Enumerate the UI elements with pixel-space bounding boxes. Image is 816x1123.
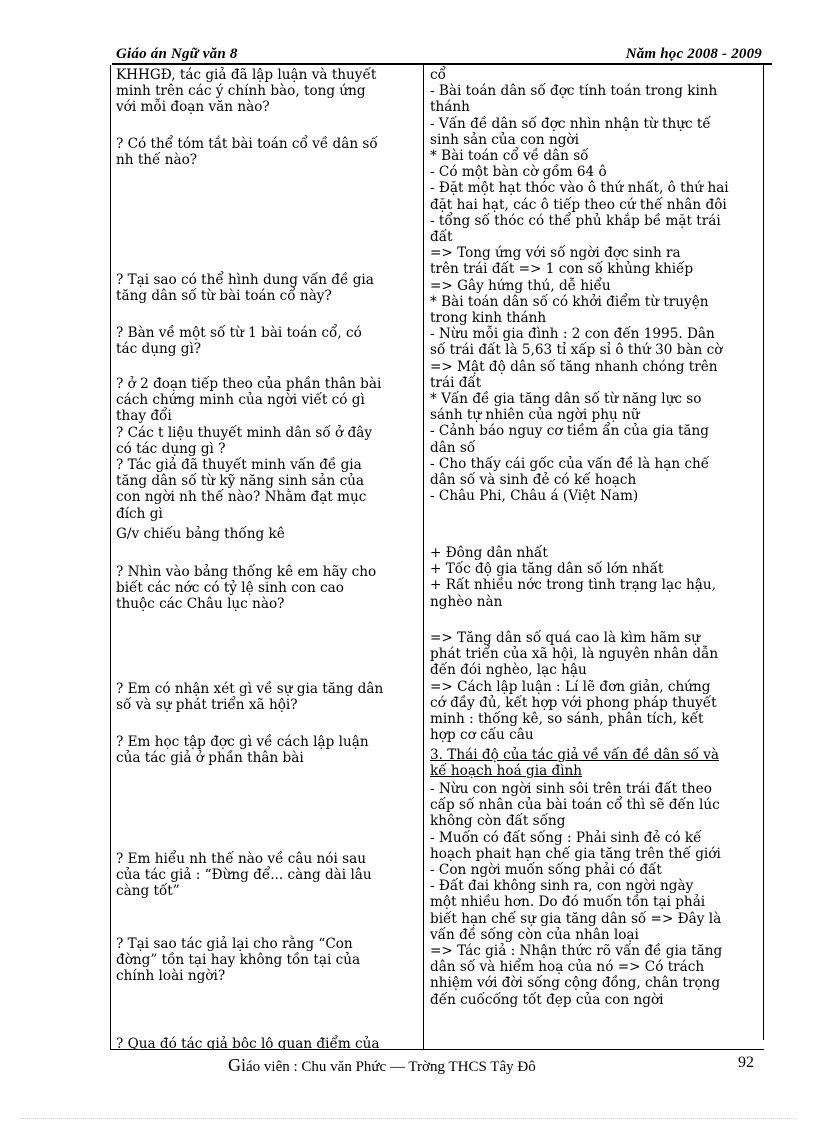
footer-initial: Gi bbox=[228, 1055, 246, 1075]
question-text: ? Tác giả đã thuyết minh vấn đề gia tăng dân số từ kỹ năng sinh sản của con ngời nh thế nào? Nhằm đạt mục đích gì bbox=[116, 457, 367, 522]
question-text: ? Qua đó tác giả bộc lộ quan điểm của bbox=[116, 1036, 380, 1050]
question-text: ? ở 2 đoạn tiếp theo của phần thân bài cách chứng minh của ngời viết có gì thay đổi bbox=[116, 376, 382, 425]
question-text: KHHGĐ, tác giả đã lập luận và thuyết minh trên các ý chính bào, tong ứng với mỗi đoạn văn nào? bbox=[116, 67, 377, 116]
question-text: ? Tại sao có thể hình dung vấn đề gia tăng dân số từ bài toán cổ này? bbox=[116, 272, 374, 305]
question-text: ? Bàn về một số từ 1 bài toán cổ, có tác dụng gì? bbox=[116, 325, 362, 358]
content-block: - Nừu con ngời sinh sôi trên trái đất theo cấp số nhân của bài toán cổ thì sẽ đến lúc không còn đất sống - Muốn có đất sống : Phải sinh đẻ có kế hoạch phait hạn chế gia tăng trên thế giới - Con ngời muốn sống phải có đất - Đất đai không sinh ra, con ngời ngày một nhiều hơn. Do đó muốn tồn tại phải biết hạn chế sự gia tăng dân số => Đây là vấn đề sống còn của nhân loại => Tác giả : Nhận thức rõ vấn đề gia tăng dân số và hiểm hoạ của nó => Có trách nhiệm với đời sống cộng đồng, chân trọng đến cuốcống tốt đẹp của con ngời bbox=[430, 781, 723, 1008]
page-number: 92 bbox=[738, 1054, 754, 1071]
content-block: cổ - Bài toán dân số đợc tính toán trong kinh thánh - Vấn đề dân số đợc nhìn nhận từ thực tế sinh sản của con ngời * Bài toán cổ về dân số - Có một bàn cờ gồm 64 ô - Đặt một hạt thóc vào ô thứ nhất, ô thứ hai đặt hai hạt, các ô tiếp theo cứ thế nhân đôi - tổng số thóc có thể phủ khắp bề mặt trái đất => Tong ứng với số ngời đợc sinh ra trên trái đất => 1 con số khủng khiếp => Gây hứng thú, dễ hiểu * Bài toán dân số có khởi điểm từ truyện trong kinh thánh - Nừu mỗi gia đình : 2 con đến 1995. Dân số trái đất là 5,63 tỉ xấp sỉ ô thứ 30 bàn cờ => Mật độ dân số tăng nhanh chóng trên trái đất * Vấn đề gia tăng dân số từ năng lực so sánh tự nhiên của ngời phụ nữ - Cảnh báo nguy cơ tiềm ẩn của gia tăng dân số - Cho thấy cái gốc của vấn đề là hạn chế dân số và sinh đẻ có kế hoạch - Châu Phi, Châu á (Việt Nam) bbox=[430, 67, 729, 505]
page-header bbox=[112, 44, 770, 64]
question-text: ? Em có nhận xét gì về sự gia tăng dân số và sự phát triển xã hội? bbox=[116, 681, 384, 714]
question-text: ? Nhìn vào bảng thống kê em hãy cho biết các nớc có tỷ lệ sinh con cao thuộc các Châu lục nào? bbox=[116, 564, 377, 613]
teacher-instruction: G/v chiếu bảng thống kê bbox=[116, 526, 285, 542]
question-text: ? Em học tập đợc gì về cách lập luận của tác giả ở phần thân bài bbox=[116, 734, 369, 767]
question-text: ? Có thể tóm tắt bài toán cổ về dân số nh thế nào? bbox=[116, 136, 378, 169]
content-block: + Đông dân nhất + Tốc độ gia tăng dân số lớn nhất + Rất nhiều nớc trong tình trạng lạc hậu, nghèo nàn bbox=[430, 545, 716, 610]
lesson-table bbox=[110, 65, 764, 1050]
question-text: ? Em hiểu nh thế nào về câu nói sau của tác giả : “Đừng để... càng dài lâu càng tốt” bbox=[116, 851, 372, 900]
table-right-border bbox=[763, 65, 764, 1040]
header-course-title: Giáo án Ngữ văn 8 bbox=[116, 46, 238, 62]
page-footer bbox=[228, 1055, 536, 1076]
header-school-year: Năm học 2008 - 2009 bbox=[625, 46, 762, 62]
question-text: ? Tại sao tác giả lại cho rằng “Con đờng” tồn tại hay không tồn tại của chính loài ngời? bbox=[116, 936, 361, 985]
footer-teacher-school: áo viên : Chu văn Phức — Trờng THCS Tây Đô bbox=[246, 1059, 536, 1075]
content-block: => Tăng dân số quá cao là kìm hãm sự phát triển của xã hội, là nguyên nhân dẫn đến đói nghèo, lạc hậu => Cách lập luận : Lí lẽ đơn giản, chứng cớ đầy đủ, kết hợp với phong pháp thuyết minh : thống kê, so sánh, phân tích, kết hợp cơ cấu câu bbox=[430, 630, 719, 744]
page-bottom-divider bbox=[20, 1118, 796, 1120]
table-left-border bbox=[110, 65, 111, 1050]
question-text: ? Các t liệu thuyết minh dân số ở đây có tác dụng gì ? bbox=[116, 425, 373, 458]
section-heading: 3. Thái độ của tác giả về vấn đề dân số và kế hoạch hoá gia đình bbox=[430, 747, 719, 780]
table-column-divider bbox=[423, 65, 424, 1050]
